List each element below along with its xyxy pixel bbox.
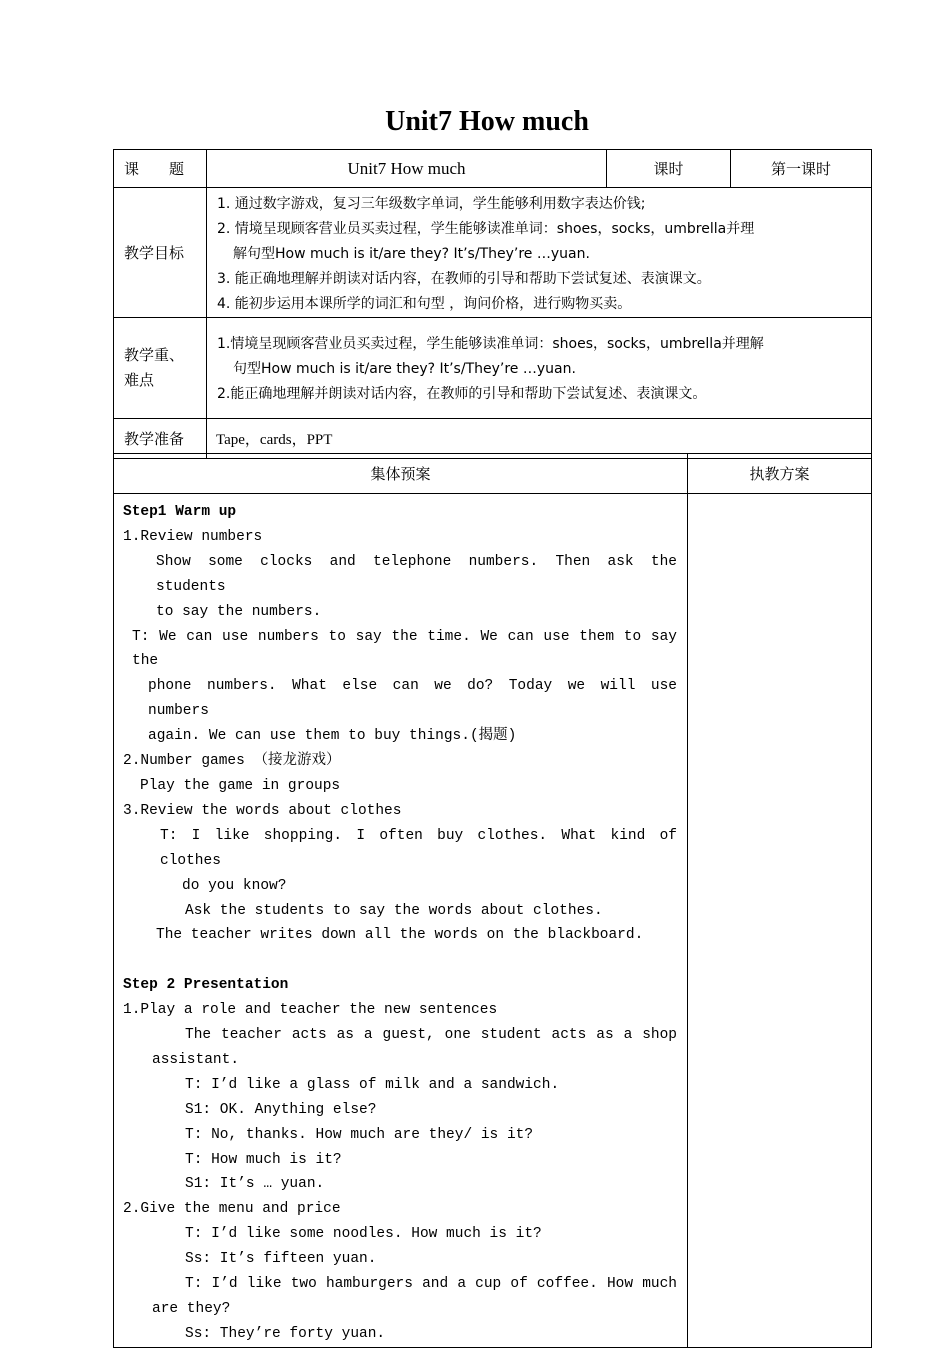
plan-line: do you know? <box>182 877 287 894</box>
plan-line: 2.Give the menu and price <box>123 1201 341 1218</box>
page-title: Unit7 How much <box>385 106 589 137</box>
plan-line: T: I’d like two hamburgers and a cup of coffee. How much <box>185 1276 677 1293</box>
lesson-plan-table <box>113 453 872 1348</box>
key-point-line: 句型How much is it/are they? It’s/They’re …yuan. <box>233 361 576 377</box>
plan-line: to say the numbers. <box>156 603 322 620</box>
plan-line: T: I like shopping. I often buy clothes. What kind of clothes <box>160 827 686 869</box>
plan-line: Play the game in groups <box>140 777 341 794</box>
topic-value: Unit7 How much <box>207 150 607 188</box>
step-heading: Step 2 Presentation <box>123 977 289 994</box>
plan-line: 2.Number games （接龙游戏） <box>123 753 341 770</box>
key-points-label-line: 难点 <box>124 371 155 389</box>
plan-line: T: How much is it? <box>185 1151 342 1168</box>
period-label: 课时 <box>607 150 731 188</box>
plan-line: are they? <box>152 1301 231 1317</box>
collective-plan-header: 集体预案 <box>114 454 688 494</box>
plan-line: assistant. <box>152 1051 240 1068</box>
plan-line: T: I’d like some noodles. How much is it? <box>185 1226 542 1243</box>
key-points-label-line: 教学重、 <box>124 346 185 364</box>
plan-line: The teacher acts as a guest, one student acts as a shop <box>185 1027 677 1044</box>
plan-line: S1: It’s … yuan. <box>185 1176 325 1193</box>
plan-line: Ss: They’re forty yuan. <box>185 1325 386 1342</box>
objective-line: 1. 通过数字游戏，复习三年级数字单词，学生能够利用数字表达价钱; <box>217 196 646 212</box>
plan-line: T: I’d like a glass of milk and a sandwich. <box>185 1076 560 1093</box>
plan-line: phone numbers. What else can we do? Today we will use numbers <box>148 678 686 720</box>
plan-line: Ask the students to say the words about clothes. <box>185 902 603 919</box>
plan-line: 3.Review the words about clothes <box>123 802 402 819</box>
key-points-label <box>114 318 207 419</box>
blank-line <box>123 948 679 973</box>
step-heading: Step1 Warm up <box>123 504 237 520</box>
objectives-content <box>207 188 872 318</box>
objective-line: 4. 能初步运用本课所学的词汇和句型 ，询问价格，进行购物买卖。 <box>217 296 632 312</box>
plan-line: T: We can use numbers to say the time. We can use them to say the <box>132 628 686 670</box>
plan-line: Show some clocks and telephone numbers. Then ask the students <box>156 553 686 595</box>
teaching-plan-header: 执教方案 <box>688 454 872 494</box>
key-points-content <box>207 318 872 419</box>
plan-line: again. We can use them to buy things.(揭题) <box>148 728 517 745</box>
teaching-plan-content <box>688 494 872 1348</box>
preparation-label: 教学准备 <box>114 419 207 459</box>
plan-line: T: No, thanks. How much are they/ is it? <box>185 1126 534 1143</box>
plan-line: S1: OK. Anything else? <box>185 1101 377 1118</box>
key-point-line: 2.能正确地理解并朗读对话内容，在教师的引导和帮助下尝试复述、表演课文。 <box>217 386 707 402</box>
lesson-info-table <box>113 149 872 459</box>
objective-line: 解句型How much is it/are they? It’s/They’re …yuan. <box>233 246 590 262</box>
plan-line: Ss: It’s fifteen yuan. <box>185 1251 377 1268</box>
plan-line: 1.Play a role and teacher the new sentences <box>123 1002 498 1019</box>
plan-line: The teacher writes down all the words on the blackboard. <box>156 927 644 944</box>
plan-line: 1.Review numbers <box>123 528 263 545</box>
topic-label: 课 题 <box>114 150 207 188</box>
period-value: 第一课时 <box>731 150 872 188</box>
objective-line: 2. 情境呈现顾客营业员买卖过程，学生能够读准单词：shoes，socks，umbrella并理 <box>217 221 755 237</box>
objective-line: 3. 能正确地理解并朗读对话内容，在教师的引导和帮助下尝试复述、表演课文。 <box>217 271 711 287</box>
key-point-line: 1.情境呈现顾客营业员买卖过程，学生能够读准单词：shoes，socks，umbrella并理解 <box>217 336 764 352</box>
collective-plan-content <box>114 494 688 1348</box>
preparation-value: Tape，cards，PPT <box>207 419 872 459</box>
objectives-label: 教学目标 <box>114 188 207 318</box>
